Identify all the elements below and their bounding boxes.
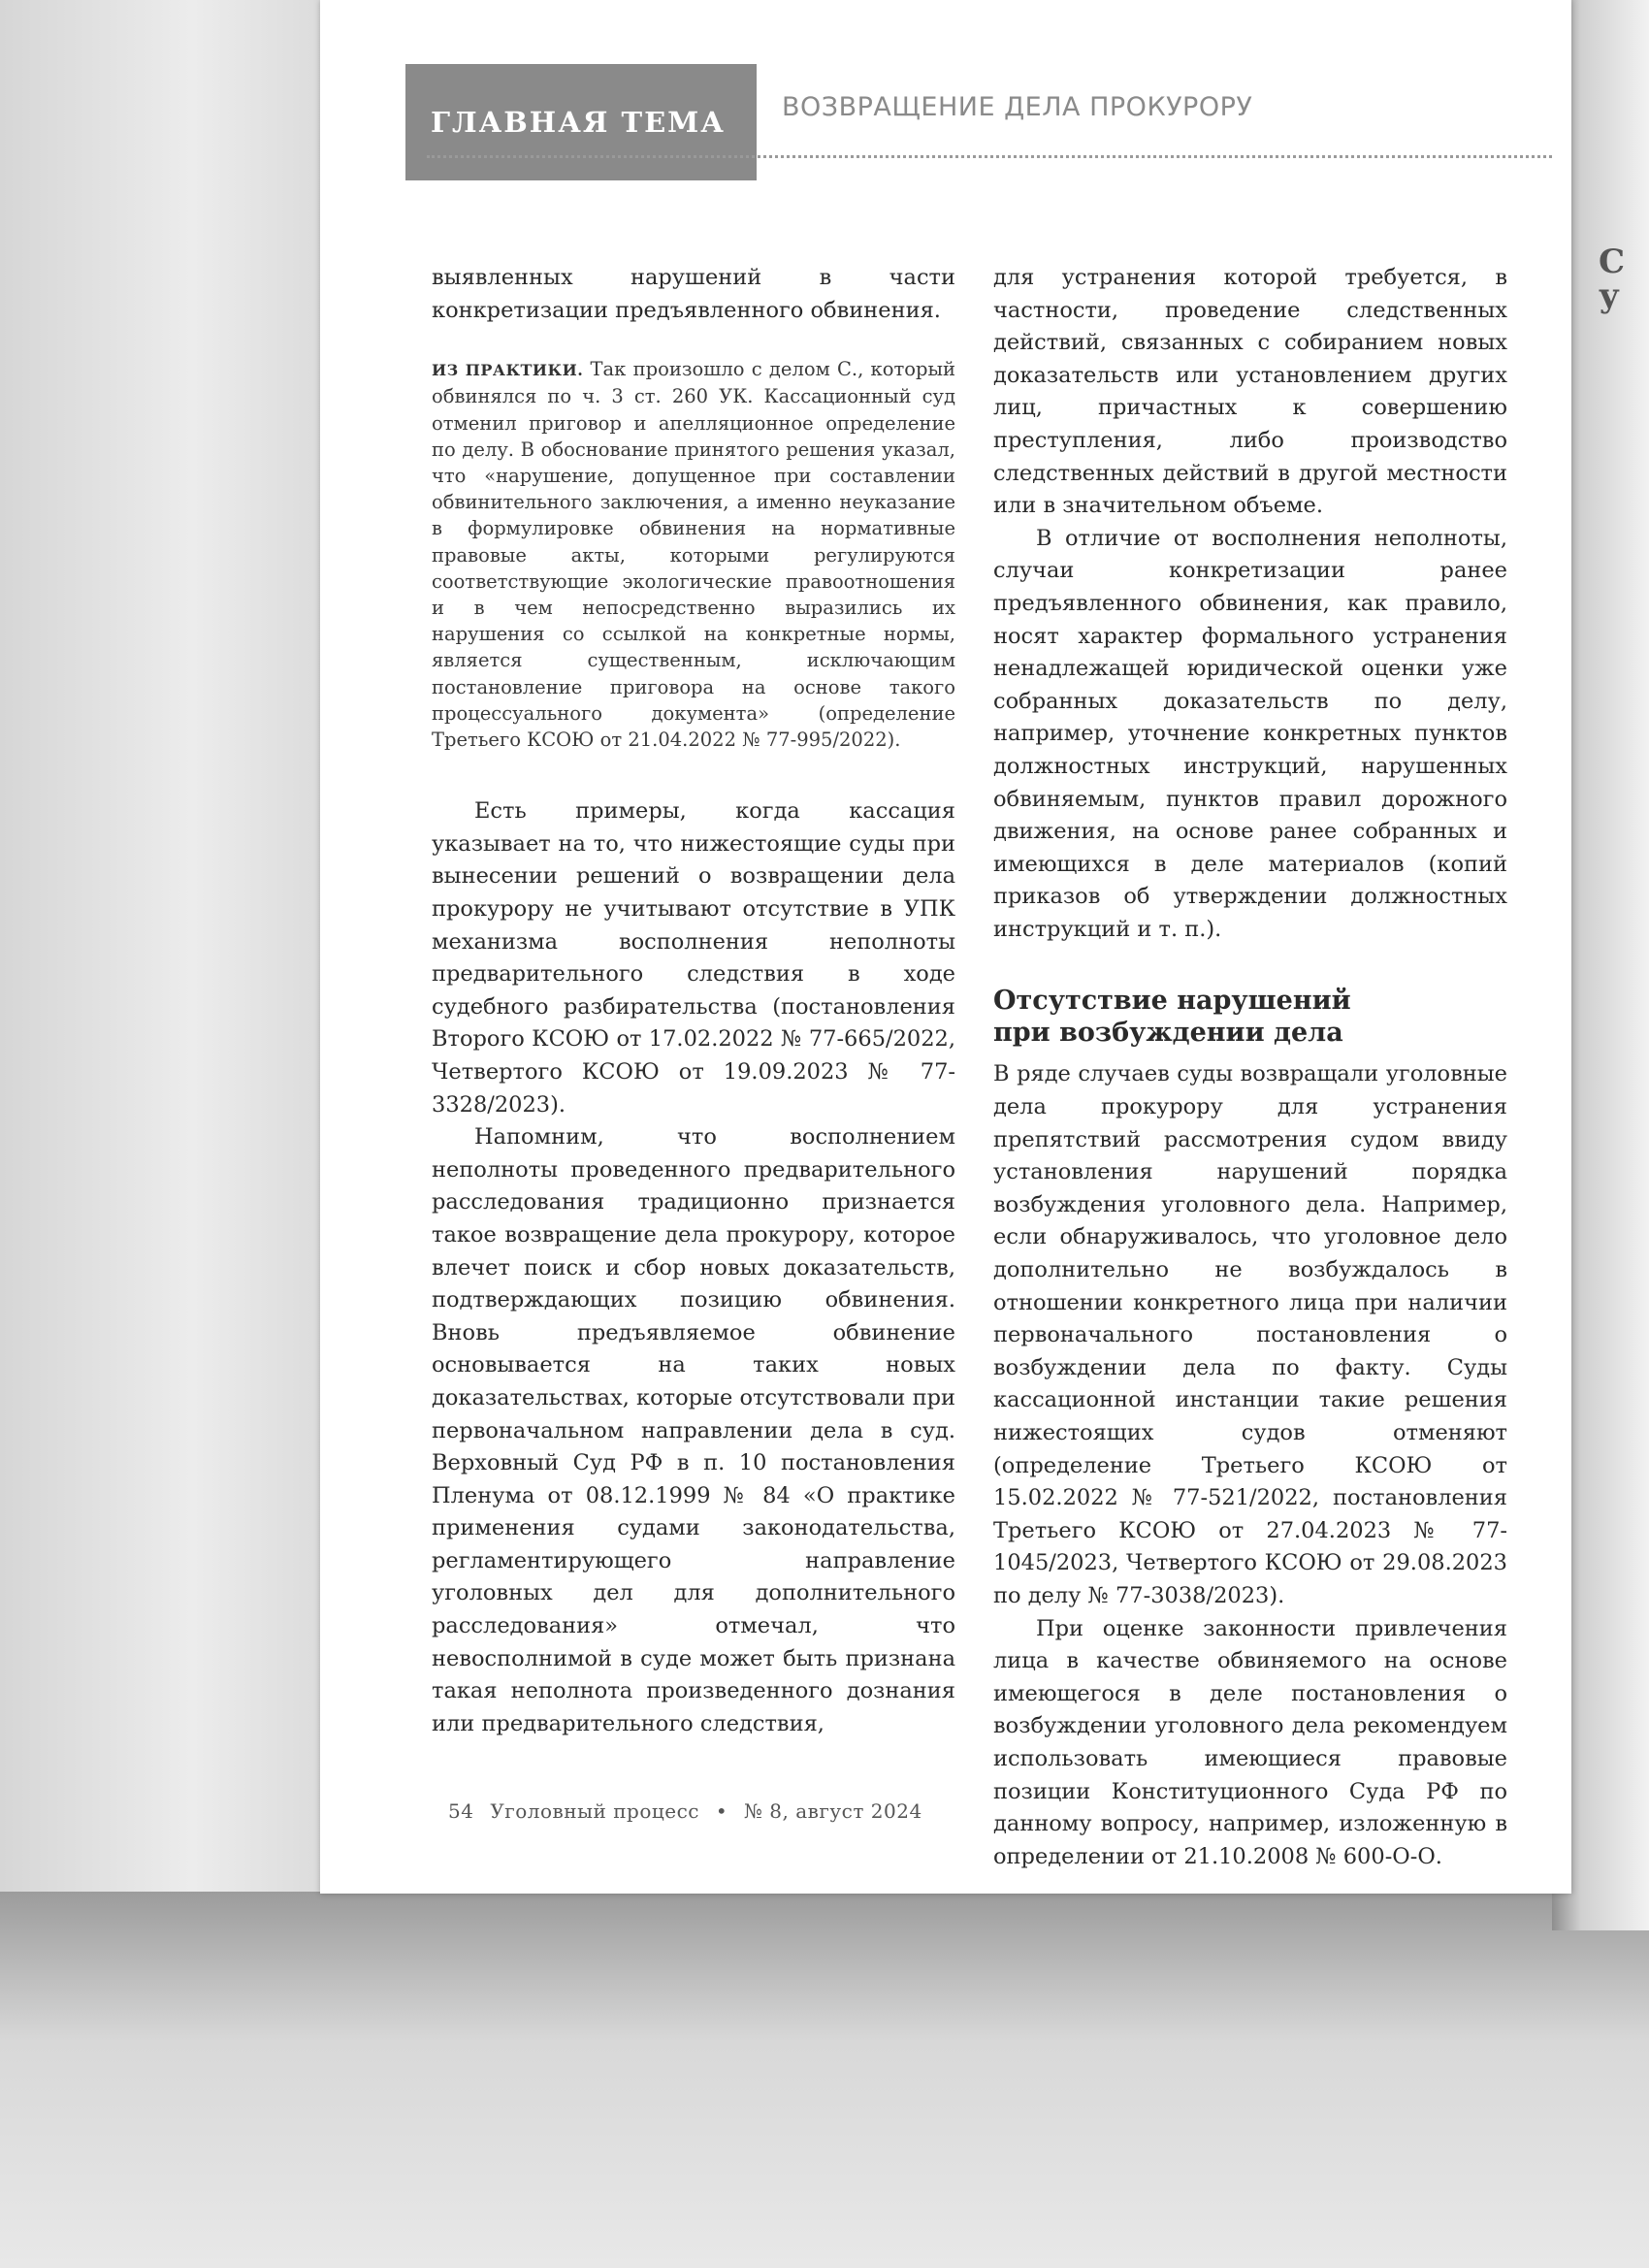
page-footer: [448, 1799, 932, 1823]
practice-lead: ИЗ ПРАКТИКИ.: [432, 361, 584, 380]
scan-background-bottom: [0, 1892, 1649, 2268]
next-page-peek-glyph: С: [1599, 243, 1626, 281]
subheading-line: Отсутствие нарушений: [993, 986, 1351, 1017]
page-number: 54: [448, 1799, 474, 1823]
section-tag-label: ГЛАВНАЯ ТЕМА: [431, 106, 726, 139]
paragraph: Напомним, что восполнением неполноты проведенного предварительного расследования традиционно признается такое возвращение дела прокурору, которое влечет поиск и сбор новых доказательств, подтверждающих позицию обвинения. Вновь предъявляемое обвинение основывается на таких новых доказательствах, которые отсутствовали при первоначальном направлении дела в суд. Верховный Суд РФ в п. 10 постановления Пленума от 08.12.1999 № 84 «О практике применения судами законодательства, регламентирующего направление уголовных дел для дополнительного расследования» отмечал, что невосполнимой в суде может быть признана такая неполнота произведенного дознания или предварительного следствия,: [432, 1124, 955, 1736]
paragraph: для устранения которой требуется, в частности, проведение следственных действий, связанных с собиранием новых доказательств или установлением других лиц, причастных к совершению преступления, либо производство следственных действий в другой местности или в значительном объеме.: [993, 265, 1507, 519]
footer-bullet: •: [715, 1799, 728, 1823]
practice-text: Так произошло с делом С., который обвинялся по ч. 3 ст. 260 УК. Кассационный суд отменил приговор и апелляционное определение по делу. В обоснование принятого решения указал, что «нарушение, допущенное при составлении обвинительного заключения, а именно неуказание в формулировке обвинения на нормативные правовые акты, которыми регулируются соответствующие экологические правоотношения и в чем непосредственно выразились их нарушения со ссылкой на конкретные нормы, является существенным, исключающим постановление приговора на основе такого процессуального документа» (определение Третьего КСОЮ от 21.04.2022 № 77-995/2022).: [432, 358, 956, 752]
paragraph: выявленных нарушений в части конкретизации предъявленного обвинения.: [432, 265, 955, 323]
section-title: ВОЗВРАЩЕНИЕ ДЕЛА ПРОКУРОРУ: [782, 92, 1253, 122]
subheading-line: при возбуждении дела: [993, 1018, 1343, 1049]
paragraph: При оценке законности привлечения лица в качестве обвиняемого на основе имеющегося в деле постановления о возбуждении уголовного дела рекомендуем использовать имеющиеся правовые позиции Конституционного Суда РФ по данному вопросу, например, изложенную в определении от 21.10.2008 № 600-О-О.: [993, 1615, 1507, 1869]
journal-name: Уголовный процесс: [490, 1799, 699, 1823]
paragraph: В отличие от восполнения неполноты, случаи конкретизации ранее предъявленного обвинения, как правило, носят характер формального устранения ненадлежащей юридической оценки уже собранных доказательств по делу, например, уточнение конкретных пунктов должностных инструкций, нарушенных обвиняемым, пунктов правил дорожного движения, на основе ранее собранных и имеющихся в деле материалов (копий приказов об утверждении должностных инструкций и т. п.).: [993, 525, 1507, 942]
next-page-peek-glyph: у: [1599, 276, 1620, 315]
subheading: [993, 985, 1507, 1049]
practice-note: [432, 356, 955, 753]
paragraph: Есть примеры, когда кассация указывает на то, что нижестоящие суды при вынесении решений о возвращении дела прокурору не учитывают отсутствие в УПК механизма восполнения неполноты предварительного следствия в ходе судебного разбирательства (постановления Второго КСОЮ от 17.02.2022 № 77-665/2022, Четвертого КСОЮ от 19.09.2023 № 77-3328/2023).: [432, 798, 955, 1118]
text-column-left: [432, 262, 955, 1740]
issue-info: № 8, август 2024: [744, 1799, 922, 1823]
header-dotted-rule: [427, 155, 1552, 158]
section-tag: [405, 64, 757, 180]
paragraph: В ряде случаев суды возвращали уголовные дела прокурору для устранения препятствий рассмотрения судом ввиду установления нарушений порядка возбуждения уголовного дела. Например, если обнаруживалось, что уголовное дело дополнительно не возбуждалось в отношении конкретного лица при наличии первоначального постановления о возбуждении дела по факту. Суды кассационной инстанции такие решения нижестоящих судов отменяют (определение Третьего КСОЮ от 15.02.2022 № 77-521/2022, постановления Третьего КСОЮ от 27.04.2023 № 77-1045/2023, Четвертого КСОЮ от 29.08.2023 по делу № 77-3038/2023).: [993, 1061, 1507, 1608]
text-column-right: [993, 262, 1507, 1873]
